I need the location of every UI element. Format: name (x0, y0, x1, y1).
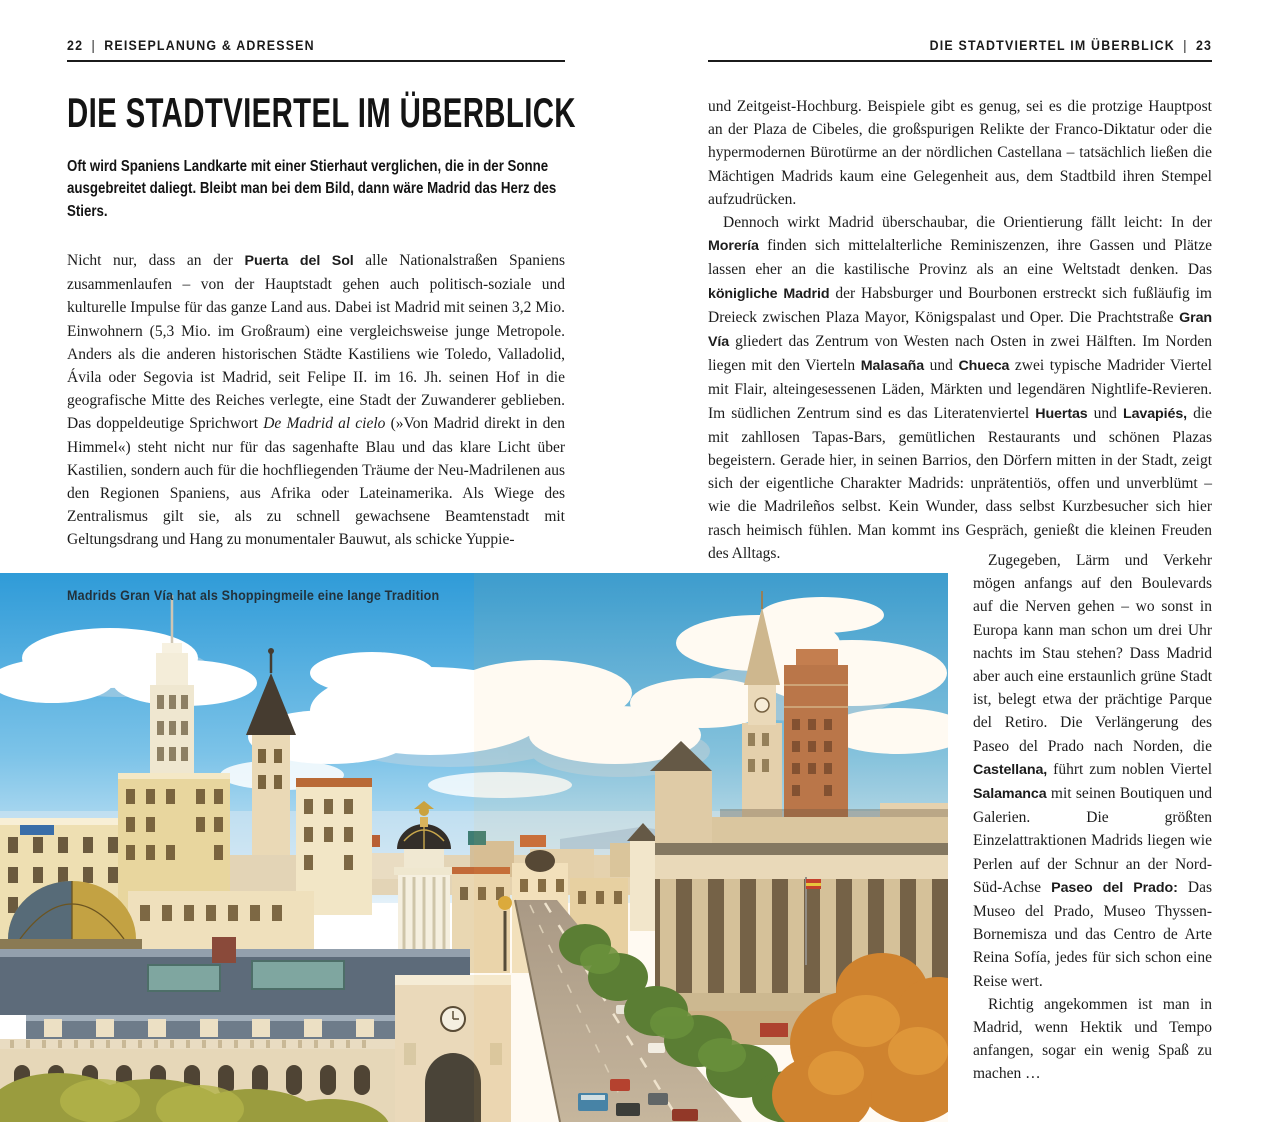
body-paragraph-4: Richtig angekommen ist man in Madrid, wenn Hektik und Tempo anfangen, sogar ein wenig Spaß zu machen … (973, 995, 1212, 1083)
running-header-right (708, 38, 1212, 62)
body-paragraph-2: Dennoch wirkt Madrid überschaubar, die Orientierung fällt leicht: In der Morería finden sich mittelalterliche Reminiszenzen, ihre Gassen und Plätze lassen eher an die kastilische Provinz als an eine Weltstadt denken. Das königliche Madrid der Habsburger und Bourbonen erstreckt sich fußläufig im Dreieck zwischen Plaza Mayor, Königspalast und Oper. Die Prachtstraße Gran Vía gliedert das Zentrum von Westen nach Osten in zwei Hälften. Im Norden liegen mit den Vierteln Malasaña und Chueca zwei typische Madrider Viertel mit Flair, alteingesessenen Läden, Märkten und legendären Nightlife-Revieren. Im südlichen Zentrum sind es das Literatenviertel Huertas und Lavapiés, die mit zahllosen Tapas-Bars, gemütlichen Restaurants und schönen Plazas begeistern. Gerade hier, in seinen Barrios, den Dörfern mitten in der Stadt, zeigt sich der eigentliche Charakter Madrids: unprätentiös, offen und unverblümt – wie die Madrileños selbst. Kein Wunder, dass selbst Kurzbesucher sich hier rasch heimisch fühlen. Man kommt ins Gespräch, genießt die kleinen Freuden des Alltags. (708, 214, 1213, 562)
article-title: DIE STADTVIERTEL IM ÜBERBLICK (67, 89, 576, 136)
body-paragraph-left: Nicht nur, dass an der Puerta del Sol alle Nationalstraßen Spaniens zusammenlaufen – von der Hauptstadt gehen auch politisch-soziale und kulturelle Impulse für das ganze Land aus. Dabei ist Madrid mit seinen 3,2 Mio. Einwohnern (5,3 Mio. im Großraum) eine vergleichsweise junge Metropole. Anders als die anderen historischen Städte Kastiliens wie Toledo, Valladolid, Ávila oder Segovia ist Madrid, seit Felipe II. im 16. Jh. seinen Hof in die geografische Mitte des Reiches verlegte, eine Stadt der Zuwanderer geblieben. Das doppeldeutige Sprichwort De Madrid al cielo (»Von Madrid direkt in den Himmel«) steht nicht nur für das sagenhafte Blau und das klare Licht über Kastilien, sondern auch für die hochfliegenden Träume der Neu-Madrilenen aus den Regionen Spaniens, aus Afrika oder Lateinamerika. Als Wiege des Zentralismus gilt sie, als zu schnell gewachsene Beamtenstadt mit Geltungsdrang und Hang zu monumentaler Bauwut, als schicke Yuppie- (67, 252, 565, 549)
section-label-right: DIE STADTVIERTEL IM ÜBERBLICK (929, 38, 1175, 53)
intro-block (67, 156, 667, 223)
photo-gran-via (0, 573, 948, 1122)
right-narrow-column (973, 549, 1212, 1086)
photo-caption: Madrids Gran Vía hat als Shoppingmeile eine lange Tradition (67, 588, 440, 603)
body-paragraph-1: und Zeitgeist-Hochburg. Beispiele gibt es genug, sei es die protzige Hauptpost an der Plaza de Cibeles, die großspurigen Relikte der Franco-Diktatur oder die hypermodernen Bürotürme an der nördlichen Castellana – tatsächlich ließen die Mächtigen Madrids kaum eine Gelegenheit aus, dem Stadtbild ihren Stempel aufzudrücken. (708, 98, 1212, 208)
header-divider-right: | (1183, 38, 1188, 53)
body-paragraph-3: Zugegeben, Lärm und Verkehr mögen anfangs auf den Boulevards auf die Nerven gehen – wo sonst in Europa kann man schon um drei Uhr nachts im Stau stehen? Dass Madrid aber auch eine erstaunlich grüne Stadt ist, belegt etwa der prächtige Parque del Retiro. Die Verlängerung des Paseo del Prado nach Norden, die Castellana, führt zum noblen Viertel Salamanca mit seinen Boutiquen und Galerien. Die größten Einzelattraktionen Madrids liegen wie Perlen auf der Schnur an der Nord-Süd-Achse Paseo del Prado: Das Museo del Prado, Museo Thyssen-Bornemisza und das Centro de Arte Reina Sofía, jedes für sich schon eine Reise wert. (973, 552, 1212, 990)
page-number-right: 23 (1195, 38, 1212, 53)
page-number-left: 22 (67, 38, 84, 53)
running-header-left (67, 38, 565, 62)
header-divider-left: | (91, 38, 96, 53)
warm-light-overlay (474, 573, 948, 1122)
left-body-column (67, 249, 565, 552)
intro-paragraph: Oft wird Spaniens Landkarte mit einer Stierhaut verglichen, die in der Sonne ausgebreitet daliegt. Bleibt man bei dem Bild, dann wäre Madrid das Herz des Stiers. (67, 158, 557, 220)
right-body-column (708, 95, 1212, 565)
photo-illustration (0, 573, 948, 1122)
section-label-left: REISEPLANUNG & ADRESSEN (104, 38, 315, 53)
